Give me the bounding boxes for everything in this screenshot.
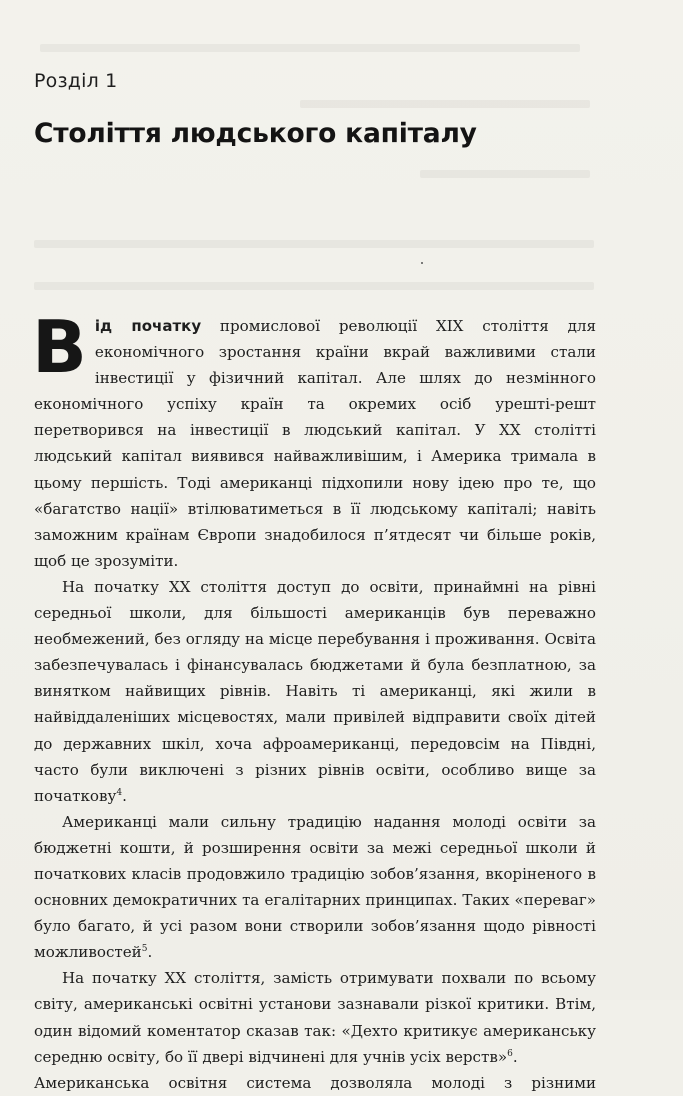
- decorative-dot: [421, 262, 423, 264]
- paragraph-3-end: .: [147, 943, 153, 962]
- show-through-text: [420, 170, 590, 178]
- footnote-ref-4[interactable]: 4: [116, 787, 123, 798]
- paragraph-3: [34, 809, 596, 966]
- body-text: [32, 305, 596, 1096]
- paragraph-1: [32, 305, 596, 574]
- paragraph-4: [34, 965, 596, 1069]
- footnote-ref-6[interactable]: 6: [507, 1048, 513, 1059]
- footnote-ref-5[interactable]: 5: [141, 944, 148, 955]
- lead-words: ід початку: [94, 317, 202, 335]
- show-through-text: [34, 282, 594, 290]
- paragraph-3-text: Американці мали сильну традицію надання молоді освіти за бюджетні кошти, й розширення освіти за межі середньої школи й початкових класів продовжило традицію зобов’язання, вкоріненого в основних демократичних та егалітарних принципах. Таких «переваг» було багато, й усі разом вони створили зобов’язання щодо рівності можливостей: [34, 812, 596, 962]
- paragraph-5-text: Американська освітня система дозволяла молоді з різними: [34, 1073, 596, 1092]
- section-label: Розділ 1: [34, 70, 118, 92]
- paragraph-1-text: промислової революції XIX століття для економічного зростання країни вкрай важливими стали інвестиції у фізичний капітал. Але шлях до незмінного економічного успіху країн та окремих осіб урешті-решт перетворився на інвестиції в людський капітал. У XX столітті людський капітал виявився найважливішим, і Америка тримала в цьому першість. Тоді американці підхопили нову ідею про те, що «багатство нації» втілюватиметься в її людському капіталі; навіть заможним країнам Європи знадобилося п’ятдесят чи більше років, щоб це зрозуміти.: [34, 317, 596, 570]
- paragraph-4-text: На початку XX століття, замість отримувати похвали по всьому світу, американські освітні установи зазнавали різкої критики. Втім, один відомий коментатор сказав так: «Дехто критикує американську середню освіту, бо її двері відчинені для учнів усіх верств»: [34, 969, 596, 1066]
- paragraph-5: [34, 1070, 596, 1096]
- show-through-text: [40, 44, 580, 52]
- show-through-text: [34, 240, 594, 248]
- drop-cap: В: [32, 305, 87, 389]
- paragraph-2-end: .: [122, 786, 127, 805]
- show-through-text: [300, 100, 590, 108]
- paragraph-2-text: На початку XX століття доступ до освіти, принаймні на рівні середньої школи, для більшості американців був переважно необмежений, без огляду на місце перебування і проживання. Освіта забезпечувалась і фінансувалась бюджетами й була безплатною, за винятком найвищих рівнів. Навіть ті американці, які жили в найвіддаленіших місцевостях, мали привілей відправити своїх дітей до державних шкіл, хоча афроамериканці, передовсім на Півдні, часто були виключені з різних рівнів освіти, особливо вище за початкову: [34, 577, 596, 805]
- paragraph-4-end: .: [512, 1047, 518, 1066]
- paragraph-2: [34, 574, 596, 809]
- chapter-title: Століття людського капіталу: [34, 118, 477, 149]
